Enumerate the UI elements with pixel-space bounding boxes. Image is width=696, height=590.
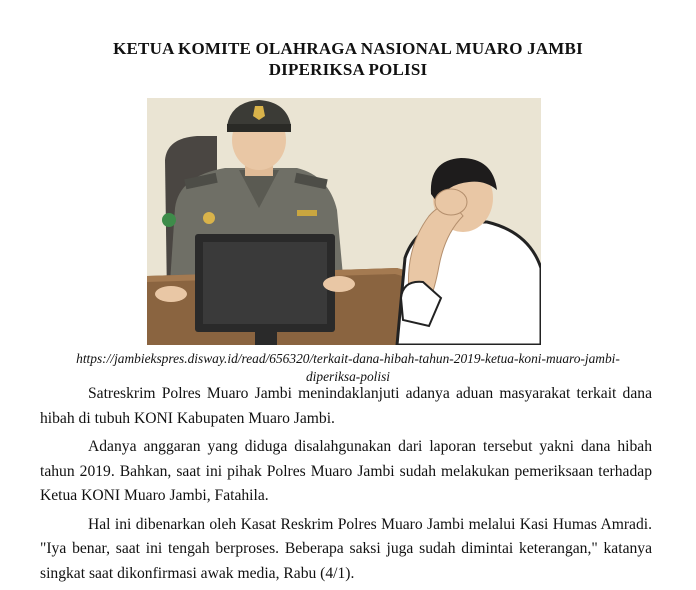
- paragraph-2: Adanya anggaran yang diduga disalahgunakan dari laporan tersebut yakni dana hibah tahun 2019. Bahkan, saat ini pihak Polres Muaro Jambi sudah melakukan pemeriksaan terhadap Ketua KONI Muaro Jambi, Fatahila.: [40, 438, 652, 504]
- article-title-line-1: KETUA KOMITE OLAHRAGA NASIONAL MUARO JAMBI: [113, 39, 583, 58]
- police-interrogation-illustration: [147, 98, 541, 345]
- officer-hand-left: [155, 286, 187, 302]
- image-caption-line-2: diperiksa-polisi: [305, 369, 391, 384]
- monitor-screen: [203, 242, 327, 324]
- image-caption: [30, 350, 666, 386]
- article-body: [40, 382, 652, 590]
- paragraph-1: Satreskrim Polres Muaro Jambi menindaklanjuti adanya aduan masyarakat terkait dana hibah di tubuh KONI Kabupaten Muaro Jambi.: [40, 385, 652, 427]
- man-hand: [435, 189, 467, 215]
- monitor-stand: [255, 332, 277, 345]
- officer-cap-visor: [227, 124, 291, 132]
- article-illustration: [147, 98, 541, 345]
- article-title: [0, 38, 696, 80]
- officer-arm-patch: [162, 213, 176, 227]
- officer-name-tag: [297, 210, 317, 216]
- officer-hand-right: [323, 276, 355, 292]
- image-caption-line-1: https://jambiekspres.disway.id/read/656320/terkait-dana-hibah-tahun-2019-ketua-koni-muaro-jambi-: [76, 351, 620, 366]
- paragraph-3: Hal ini dibenarkan oleh Kasat Reskrim Polres Muaro Jambi melalui Kasi Humas Amradi. "Iya benar, saat ini tengah berproses. Beberapa saksi juga sudah dimintai keterangan," katanya singkat saat dikonfirmasi awak media, Rabu (4/1).: [40, 515, 652, 582]
- article-title-line-2: DIPERIKSA POLISI: [268, 60, 428, 79]
- officer-badge-left: [203, 212, 215, 224]
